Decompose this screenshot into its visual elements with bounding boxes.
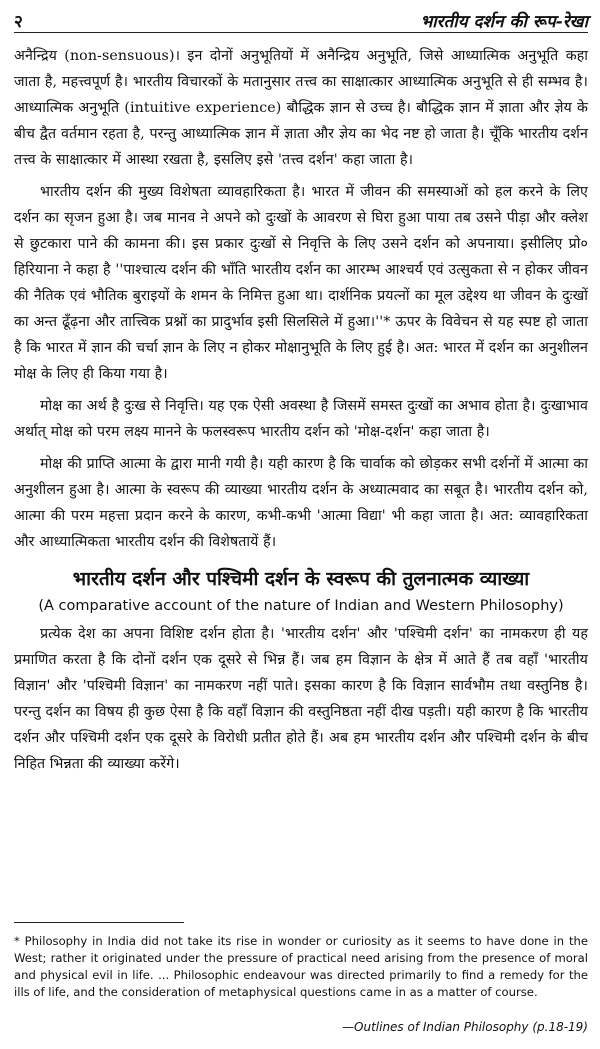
section-subheading: (A comparative account of the nature of Indian and Western Philosophy) [38, 598, 564, 614]
body-text [14, 43, 588, 777]
paragraph-3: मोक्ष का अर्थ है दुःख से निवृत्ति। यह एक ऐसी अवस्था है जिसमें समस्त दुःखों का अभाव होता है। दुःखाभाव अर्थात् मोक्ष को परम लक्ष्य मानने के फलस्वरूप भारतीय दर्शन को 'मोक्ष-दर्शन' कहा जाता है। [14, 398, 588, 440]
paragraph-2: भारतीय दर्शन की मुख्य विशेषता व्यावहारिकता है। भारत में जीवन की समस्याओं को हल करने के लिए दर्शन का सृजन हुआ है। जब मानव ने अपने को दुःखों के आवरण से घिरा हुआ पाया तब उसने पीड़ा और क्लेश से छुटकारा पाने की कामना की। इस प्रकार दुःखों से निवृत्ति के लिए उसने दर्शन को अपनाया। इसीलिए प्रो० हिरियाना ने कहा है ''पाश्चात्य दर्शन की भाँति भारतीय दर्शन का आरम्भ आश्चर्य एवं उत्सुकता से न होकर जीवन की नैतिक एवं भौतिक बुराइयों के शमन के निमित्त हुआ था। दार्शनिक प्रयत्नों का मूल उद्देश्य था जीवन के दुःखों का अन्त ढूँढ़ना और तात्त्विक प्रश्नों का प्रादुर्भाव इसी सिलसिले में हुआ।''* ऊपर के विवेचन से यह स्पष्ट हो जाता है कि भारत में ज्ञान की चर्चा ज्ञान के लिए न होकर मोक्षानुभूति के लिए हुई है। अत: भारत में दर्शन का अनुशीलन मोक्ष के लिए ही किया गया है। [14, 184, 588, 382]
paragraph-1: अनैन्द्रिय (non-sensuous)। इन दोनों अनुभूतियों में अनैन्द्रिय अनुभूति, जिसे आध्यात्मिक अनुभूति कहा जाता है, महत्त्वपूर्ण है। भारतीय विचारकों के मतानुसार तत्त्व का साक्षात्कार आध्यात्मिक अनुभूति से ही सम्भव है। आध्यात्मिक अनुभूति (intuitive experience) बौद्धिक ज्ञान से उच्च है। बौद्धिक ज्ञान में ज्ञाता और ज्ञेय के बीच द्वैत वर्तमान रहता है, परन्तु आध्यात्मिक ज्ञान में ज्ञाता और ज्ञेय का भेद नष्ट हो जाता है। चूँकि भारतीय दर्शन तत्त्व के साक्षात्कार में आस्था रखता है, इसलिए इसे 'तत्त्व दर्शन' कहा जाता है। [14, 48, 588, 168]
page-number: २ [14, 12, 23, 32]
section-paragraph: प्रत्येक देश का अपना विशिष्ट दर्शन होता है। 'भारतीय दर्शन' और 'पश्चिमी दर्शन' का नामकरण ही यह प्रमाणित करता है कि दोनों दर्शन एक दूसरे से भिन्न हैं। जब हम विज्ञान के क्षेत्र में आते हैं तब वहाँ 'भारतीय विज्ञान' और 'पश्चिमी विज्ञान' का नामकरण नहीं पाते। इसका कारण है कि विज्ञान सार्वभौम तथा वस्तुनिष्ठ है। परन्तु दर्शन का विषय ही कुछ ऐसा है कि वहाँ विज्ञान की वस्तुनिष्ठता नहीं दीख पड़ती। यही कारण है कि भारतीय दर्शन और पश्चिमी दर्शन एक दूसरे के विरोधी प्रतीत होते हैं। अब हम भारतीय दर्शन और पश्चिमी दर्शन के बीच निहित भिन्नता की व्याख्या करेंगे। [14, 626, 588, 772]
page-header [14, 4, 588, 33]
book-page [14, 0, 588, 1034]
section-heading: भारतीय दर्शन और पश्चिमी दर्शन के स्वरूप की तुलनात्मक व्याख्या [72, 568, 530, 590]
footnote-source: —Outlines of Indian Philosophy (p.18-19) [342, 1020, 588, 1034]
running-title: भारतीय दर्शन की रूप-रेखा [420, 12, 588, 32]
paragraph-4: मोक्ष की प्राप्ति आत्मा के द्वारा मानी गयी है। यही कारण है कि चार्वाक को छोड़कर सभी दर्शनों में आत्मा का अनुशीलन हुआ है। आत्मा के स्वरूप की व्याख्या भारतीय दर्शन के अध्यात्मवाद का सबूत है। भारतीय दर्शन को, आत्मा की परम महत्ता प्रदान करने के कारण, कभी-कभी 'आत्मा विद्या' भी कहा जाता है। अत: व्यावहारिकता और आध्यात्मिकता भारतीय दर्शन की विशेषतायें हैं। [14, 456, 588, 550]
footnote-divider [14, 922, 184, 923]
footnote-text: * Philosophy in India did not take its rise in wonder or curiosity as it seems to have done in the West; rather it originated under the pressure of practical need arising from the presence of moral and physical evil in life. ... Philosophic endeavour was directed primarily to find a remedy for the ills of life, and the consideration of metaphysical questions came in as a matter of course. [14, 934, 588, 999]
